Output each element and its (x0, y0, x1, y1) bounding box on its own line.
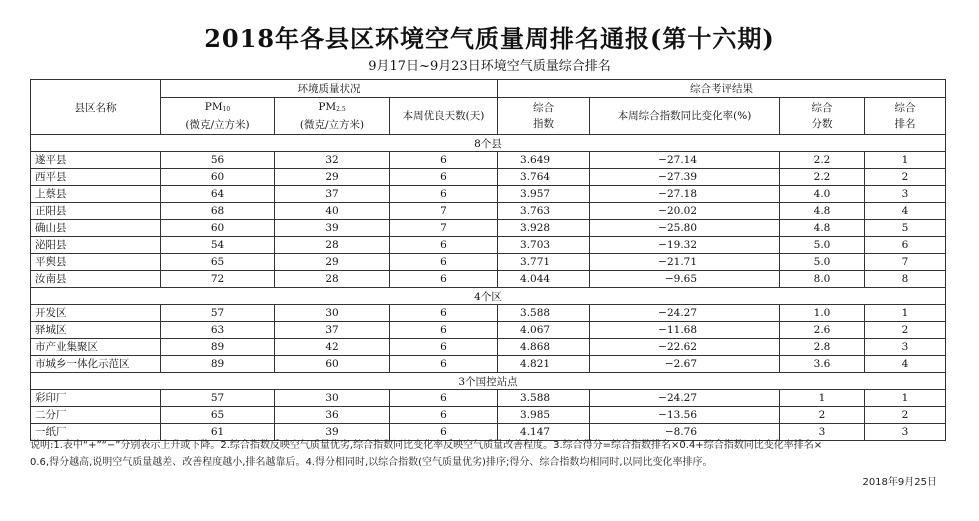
table-row (31, 186, 946, 203)
change-rate-cell: −2.67 (590, 356, 780, 373)
county-name-cell: 一纸厂 (31, 424, 161, 441)
score-cell: 3.6 (780, 356, 865, 373)
index-cell: 3.928 (498, 220, 590, 237)
good-days-cell: 6 (390, 356, 498, 373)
county-name-cell: 市城乡一体化示范区 (31, 356, 161, 373)
good-days-cell: 6 (390, 169, 498, 186)
report-date: 2018年9月25日 (862, 477, 937, 488)
index-cell: 4.868 (498, 339, 590, 356)
county-name-cell: 平舆县 (31, 254, 161, 271)
score-cell: 1 (780, 390, 865, 407)
index-cell: 4.147 (498, 424, 590, 441)
pm25-cell: 39 (275, 424, 390, 441)
group-header-row (31, 373, 946, 390)
change-rate-cell: −21.71 (590, 254, 780, 271)
header-county-name: 县区名称 (31, 80, 161, 135)
rank-cell: 3 (865, 424, 946, 441)
header-good-days: 本周优良天数(天) (390, 98, 498, 135)
good-days-cell: 6 (390, 339, 498, 356)
group-label: 4个区 (31, 288, 946, 305)
explanation-note (30, 437, 960, 471)
header-pm25 (275, 98, 390, 135)
pm10-cell: 89 (161, 339, 275, 356)
good-days-cell: 7 (390, 220, 498, 237)
rank-cell: 4 (865, 203, 946, 220)
good-days-cell: 6 (390, 305, 498, 322)
good-days-cell: 6 (390, 390, 498, 407)
score-cell: 4.8 (780, 220, 865, 237)
pm25-cell: 36 (275, 407, 390, 424)
table-row (31, 254, 946, 271)
table-row (31, 390, 946, 407)
change-rate-cell: −22.62 (590, 339, 780, 356)
table-row (31, 220, 946, 237)
rank-cell: 5 (865, 220, 946, 237)
ranking-table (30, 79, 946, 441)
score-cell: 2.2 (780, 169, 865, 186)
county-name-cell: 二分厂 (31, 407, 161, 424)
county-name-cell: 西平县 (31, 169, 161, 186)
header-change-rate: 本周综合指数同比变化率(%) (590, 98, 780, 135)
header-rank (865, 98, 946, 135)
change-rate-cell: −20.02 (590, 203, 780, 220)
change-rate-cell: −9.65 (590, 271, 780, 288)
header-index (498, 98, 590, 135)
score-cell: 2 (780, 407, 865, 424)
report-title: 2018年各县区环境空气质量周排名通报(第十六期) (204, 24, 775, 53)
header-rank-line2: 排名 (894, 118, 916, 130)
good-days-cell: 6 (390, 152, 498, 169)
county-name-cell: 彩印厂 (31, 390, 161, 407)
pm25-cell: 60 (275, 356, 390, 373)
score-cell: 3 (780, 424, 865, 441)
table-row (31, 305, 946, 322)
pm10-cell: 72 (161, 271, 275, 288)
pm10-cell: 60 (161, 220, 275, 237)
county-name-cell: 正阳县 (31, 203, 161, 220)
header-pm25-unit: (微克/立方米) (299, 119, 365, 131)
change-rate-cell: −24.27 (590, 305, 780, 322)
index-cell: 4.821 (498, 356, 590, 373)
rank-cell: 3 (865, 186, 946, 203)
rank-cell: 6 (865, 237, 946, 254)
score-cell: 4.8 (780, 203, 865, 220)
rank-cell: 2 (865, 169, 946, 186)
score-cell: 5.0 (780, 237, 865, 254)
table-row (31, 237, 946, 254)
index-cell: 3.703 (498, 237, 590, 254)
score-cell: 8.0 (780, 271, 865, 288)
rank-cell: 3 (865, 339, 946, 356)
change-rate-cell: −27.39 (590, 169, 780, 186)
header-index-line2: 指数 (533, 118, 555, 130)
table-row (31, 169, 946, 186)
header-pm25-sub: 2.5 (336, 106, 346, 113)
score-cell: 4.0 (780, 186, 865, 203)
pm10-cell: 64 (161, 186, 275, 203)
county-name-cell: 汝南县 (31, 271, 161, 288)
note-line-2: 0.6,得分越高,说明空气质量越差、改善程度越小,排名越靠后。4.得分相同时,以综合指数(空气质量优劣)排序;得分、综合指数均相同时,以同比变化率排序。 (30, 457, 713, 468)
header-eval-result: 综合考评结果 (498, 80, 946, 98)
pm25-cell: 28 (275, 237, 390, 254)
score-cell: 1.0 (780, 305, 865, 322)
good-days-cell: 6 (390, 424, 498, 441)
rank-cell: 2 (865, 407, 946, 424)
note-line-1: 说明:1.表中“+”“−”分别表示上升或下降。2.综合指数反映空气质量优劣,综合指数同比变化率反映空气质量改善程度。3.综合得分=综合指数排名×0.4+综合指数同比变化率排名× (30, 440, 823, 451)
pm25-cell: 39 (275, 220, 390, 237)
county-name-cell: 泌阳县 (31, 237, 161, 254)
pm25-cell: 37 (275, 186, 390, 203)
index-cell: 3.985 (498, 407, 590, 424)
pm10-cell: 56 (161, 152, 275, 169)
good-days-cell: 6 (390, 186, 498, 203)
county-name-cell: 确山县 (31, 220, 161, 237)
county-name-cell: 驿城区 (31, 322, 161, 339)
table-body (31, 135, 946, 441)
rank-cell: 1 (865, 390, 946, 407)
index-cell: 3.957 (498, 186, 590, 203)
pm10-cell: 60 (161, 169, 275, 186)
pm25-cell: 29 (275, 254, 390, 271)
score-cell: 5.0 (780, 254, 865, 271)
pm25-cell: 30 (275, 390, 390, 407)
change-rate-cell: −8.76 (590, 424, 780, 441)
pm10-cell: 61 (161, 424, 275, 441)
table-row (31, 322, 946, 339)
good-days-cell: 6 (390, 407, 498, 424)
header-score-line2: 分数 (811, 118, 833, 130)
pm25-cell: 42 (275, 339, 390, 356)
rank-cell: 1 (865, 152, 946, 169)
county-name-cell: 遂平县 (31, 152, 161, 169)
pm10-cell: 89 (161, 356, 275, 373)
change-rate-cell: −27.14 (590, 152, 780, 169)
pm10-cell: 65 (161, 254, 275, 271)
rank-cell: 7 (865, 254, 946, 271)
header-pm10 (161, 98, 275, 135)
county-name-cell: 开发区 (31, 305, 161, 322)
table-row (31, 203, 946, 220)
header-score-line1: 综合 (811, 102, 833, 114)
index-cell: 3.588 (498, 390, 590, 407)
good-days-cell: 6 (390, 237, 498, 254)
pm25-cell: 40 (275, 203, 390, 220)
index-cell: 3.764 (498, 169, 590, 186)
rank-cell: 2 (865, 322, 946, 339)
index-cell: 3.763 (498, 203, 590, 220)
index-cell: 4.044 (498, 271, 590, 288)
rank-cell: 8 (865, 271, 946, 288)
county-name-cell: 上蔡县 (31, 186, 161, 203)
index-cell: 3.588 (498, 305, 590, 322)
change-rate-cell: −27.18 (590, 186, 780, 203)
table-row (31, 271, 946, 288)
good-days-cell: 6 (390, 322, 498, 339)
header-env-status: 环境质量状况 (161, 80, 498, 98)
header-pm10-sub: 10 (222, 106, 231, 113)
pm10-cell: 54 (161, 237, 275, 254)
pm25-cell: 32 (275, 152, 390, 169)
pm10-cell: 63 (161, 322, 275, 339)
table-row (31, 356, 946, 373)
table-row (31, 152, 946, 169)
group-label: 8个县 (31, 135, 946, 152)
rank-cell: 1 (865, 305, 946, 322)
index-cell: 3.771 (498, 254, 590, 271)
change-rate-cell: −25.80 (590, 220, 780, 237)
pm25-cell: 29 (275, 169, 390, 186)
pm10-cell: 68 (161, 203, 275, 220)
change-rate-cell: −11.68 (590, 322, 780, 339)
score-cell: 2.6 (780, 322, 865, 339)
index-cell: 3.649 (498, 152, 590, 169)
pm25-cell: 37 (275, 322, 390, 339)
good-days-cell: 6 (390, 254, 498, 271)
header-pm25-label: PM (318, 101, 337, 113)
pm10-cell: 65 (161, 407, 275, 424)
good-days-cell: 6 (390, 271, 498, 288)
pm10-cell: 57 (161, 305, 275, 322)
index-cell: 4.067 (498, 322, 590, 339)
change-rate-cell: −13.56 (590, 407, 780, 424)
header-pm10-label: PM (204, 101, 223, 113)
header-index-line1: 综合 (533, 102, 555, 114)
group-header-row (31, 288, 946, 305)
rank-cell: 4 (865, 356, 946, 373)
pm10-cell: 57 (161, 390, 275, 407)
score-cell: 2.2 (780, 152, 865, 169)
report-subtitle: 9月17日~9月23日环境空气质量综合排名 (368, 59, 611, 74)
pm25-cell: 30 (275, 305, 390, 322)
table-row (31, 407, 946, 424)
score-cell: 2.8 (780, 339, 865, 356)
county-name-cell: 市产业集聚区 (31, 339, 161, 356)
group-header-row (31, 135, 946, 152)
change-rate-cell: −24.27 (590, 390, 780, 407)
header-score (780, 98, 865, 135)
change-rate-cell: −19.32 (590, 237, 780, 254)
pm25-cell: 28 (275, 271, 390, 288)
group-label: 3个国控站点 (31, 373, 946, 390)
good-days-cell: 7 (390, 203, 498, 220)
table-row (31, 339, 946, 356)
header-rank-line1: 综合 (894, 102, 916, 114)
header-pm10-unit: (微克/立方米) (185, 119, 250, 131)
